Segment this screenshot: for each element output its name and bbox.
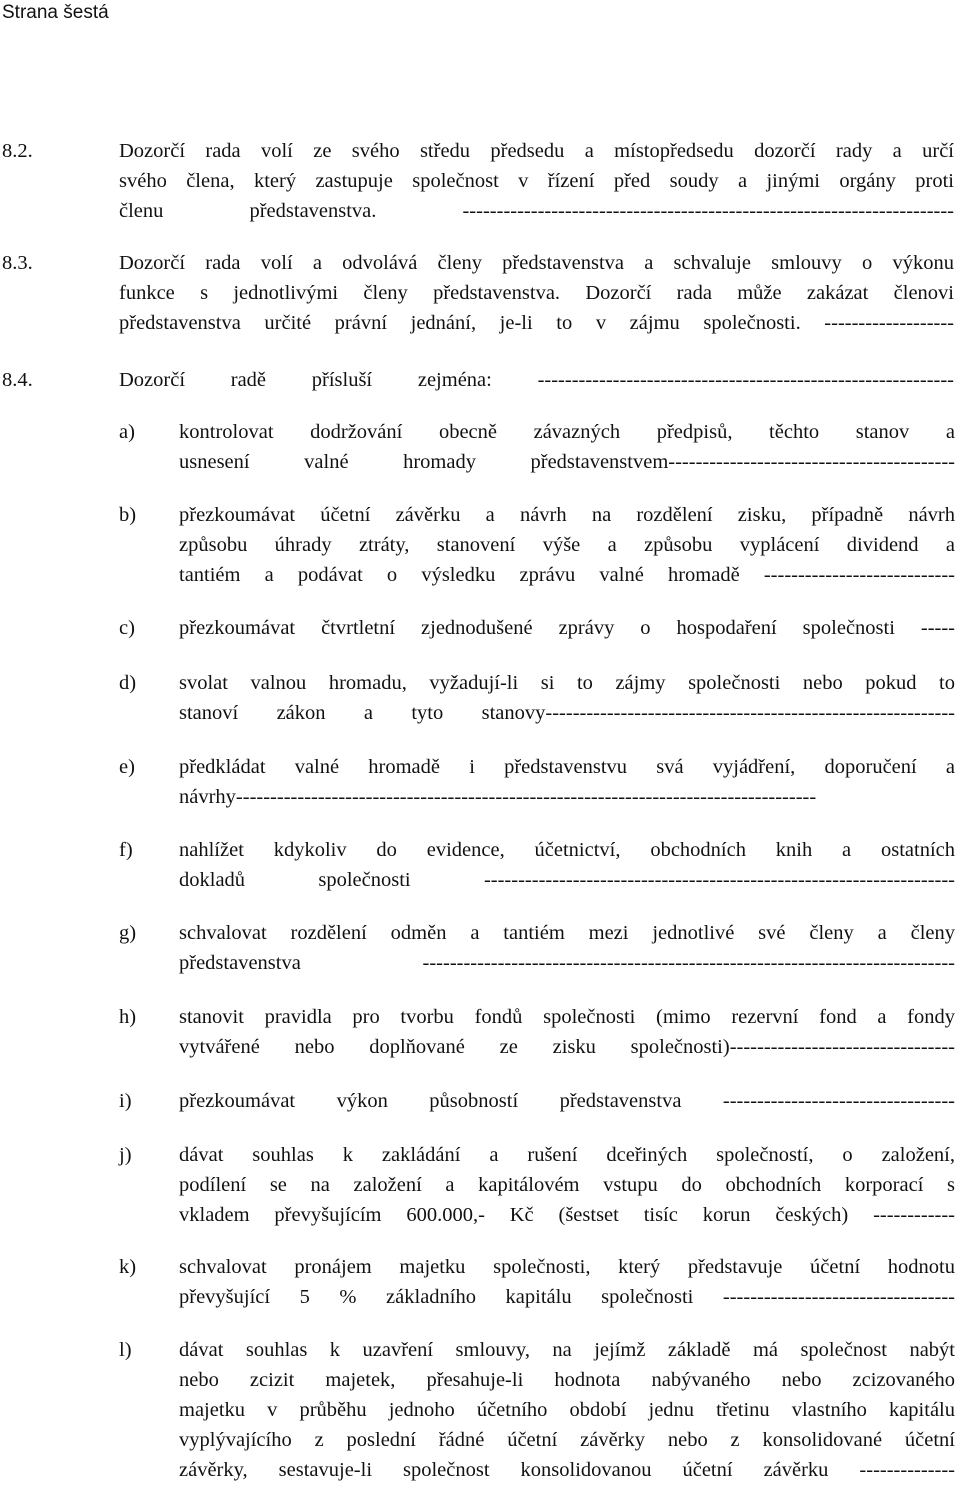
text-line: vytvářené nebo doplňované ze zisku společnosti)---------------------------------	[179, 1036, 955, 1058]
text-line: přezkoumávat výkon působností představenstva ----------------------------------	[179, 1090, 955, 1112]
section-text	[119, 136, 954, 226]
text-line: dokladů společnosti ---------------------------------------------------------------------	[179, 869, 955, 891]
item-text	[179, 500, 955, 590]
text-line: svolat valnou hromadu, vyžadují-li si to zájmy společnosti nebo pokud to	[179, 672, 955, 694]
text-line: usnesení valné hromady představenstvem------------------------------------------	[179, 451, 955, 473]
text-line: schvalovat pronájem majetku společnosti, který představuje účetní hodnotu	[179, 1256, 955, 1278]
item-text	[179, 918, 955, 978]
section-text	[119, 248, 954, 338]
text-line: Dozorčí rada volí a odvolává členy představenstva a schvaluje smlouvy o výkonu	[119, 252, 954, 274]
item-text	[179, 835, 955, 895]
item-letter: j)	[119, 1144, 132, 1166]
section-number: 8.3.	[2, 252, 33, 274]
item-letter: k)	[119, 1256, 137, 1278]
text-line: schvalovat rozdělení odměn a tantiém mezi jednotlivé své členy a členy	[179, 922, 955, 944]
text-line: předkládat valné hromadě i představenstvu svá vyjádření, doporučení a	[179, 756, 955, 778]
item-letter: d)	[119, 672, 137, 694]
text-line: převyšující 5 % základního kapitálu společnosti ----------------------------------	[179, 1286, 955, 1308]
item-text	[179, 1086, 955, 1116]
item-letter: f)	[119, 839, 133, 861]
text-line: stanovit pravidla pro tvorbu fondů společnosti (mimo rezervní fond a fondy	[179, 1006, 955, 1028]
page-label: Strana šestá	[2, 2, 109, 23]
item-text	[179, 613, 955, 643]
item-text	[179, 1335, 955, 1485]
text-line: nahlížet kdykoliv do evidence, účetnictví, obchodních knih a ostatních	[179, 839, 955, 861]
item-letter: e)	[119, 756, 135, 778]
item-text	[179, 752, 955, 812]
text-line: představenstva určité právní jednání, je-li to v zájmu společnosti. -------------------	[119, 312, 954, 334]
section-number: 8.4.	[2, 369, 33, 391]
text-line: funkce s jednotlivými členy představenstva. Dozorčí rada může zakázat členovi	[119, 282, 954, 304]
text-line: vyplývajícího z poslední řádné účetní závěrky nebo z konsolidované účetní	[179, 1429, 955, 1451]
text-line: představenstva ------------------------------------------------------------------------------	[179, 952, 955, 974]
text-line: členu představenstva. ------------------------------------------------------------------------	[119, 200, 954, 222]
item-text	[179, 1140, 955, 1230]
item-letter: g)	[119, 922, 137, 944]
item-letter: h)	[119, 1006, 137, 1028]
text-line: přezkoumávat čtvrtletní zjednodušené zprávy o hospodaření společnosti -----	[179, 617, 955, 639]
text-line: přezkoumávat účetní závěrku a návrh na rozdělení zisku, případně návrh	[179, 504, 955, 526]
section-number: 8.2.	[2, 140, 33, 162]
section-text	[119, 365, 954, 395]
text-line: Dozorčí rada volí ze svého středu předsedu a místopředsedu dozorčí rady a určí	[119, 140, 954, 162]
item-letter: l)	[119, 1339, 132, 1361]
text-line: tantiém a podávat o výsledku zprávu valné hromadě ----------------------------	[179, 564, 955, 586]
text-line: Dozorčí radě přísluší zejména: -------------------------------------------------------------	[119, 369, 954, 391]
item-text	[179, 1252, 955, 1312]
item-text	[179, 668, 955, 728]
item-letter: a)	[119, 421, 135, 443]
item-letter: c)	[119, 617, 135, 639]
text-line: návrhy-------------------------------------------------------------------------------------	[179, 786, 817, 808]
text-line: dávat souhlas k zakládání a rušení dceřiných společností, o založení,	[179, 1144, 955, 1166]
text-line: majetku v průběhu jednoho účetního období jednu třetinu vlastního kapitálu	[179, 1399, 955, 1421]
text-line: způsobu úhrady ztráty, stanovení výše a způsobu vyplácení dividend a	[179, 534, 955, 556]
text-line: svého člena, který zastupuje společnost v řízení před soudy a jinými orgány proti	[119, 170, 954, 192]
text-line: podílení se na založení a kapitálovém vstupu do obchodních korporací s	[179, 1174, 955, 1196]
item-letter: i)	[119, 1090, 132, 1112]
text-line: dávat souhlas k uzavření smlouvy, na jejímž základě má společnost nabýt	[179, 1339, 955, 1361]
text-line: závěrky, sestavuje-li společnost konsolidovanou účetní závěrku --------------	[179, 1459, 955, 1481]
text-line: kontrolovat dodržování obecně závazných předpisů, těchto stanov a	[179, 421, 955, 443]
text-line: nebo zcizit majetek, přesahuje-li hodnota nabývaného nebo zcizovaného	[179, 1369, 955, 1391]
text-line: vkladem převyšujícím 600.000,- Kč (šestset tisíc korun českých) ------------	[179, 1204, 955, 1226]
item-letter: b)	[119, 504, 137, 526]
item-text	[179, 417, 955, 477]
text-line: stanoví zákon a tyto stanovy------------------------------------------------------------	[179, 702, 955, 724]
item-text	[179, 1002, 955, 1062]
